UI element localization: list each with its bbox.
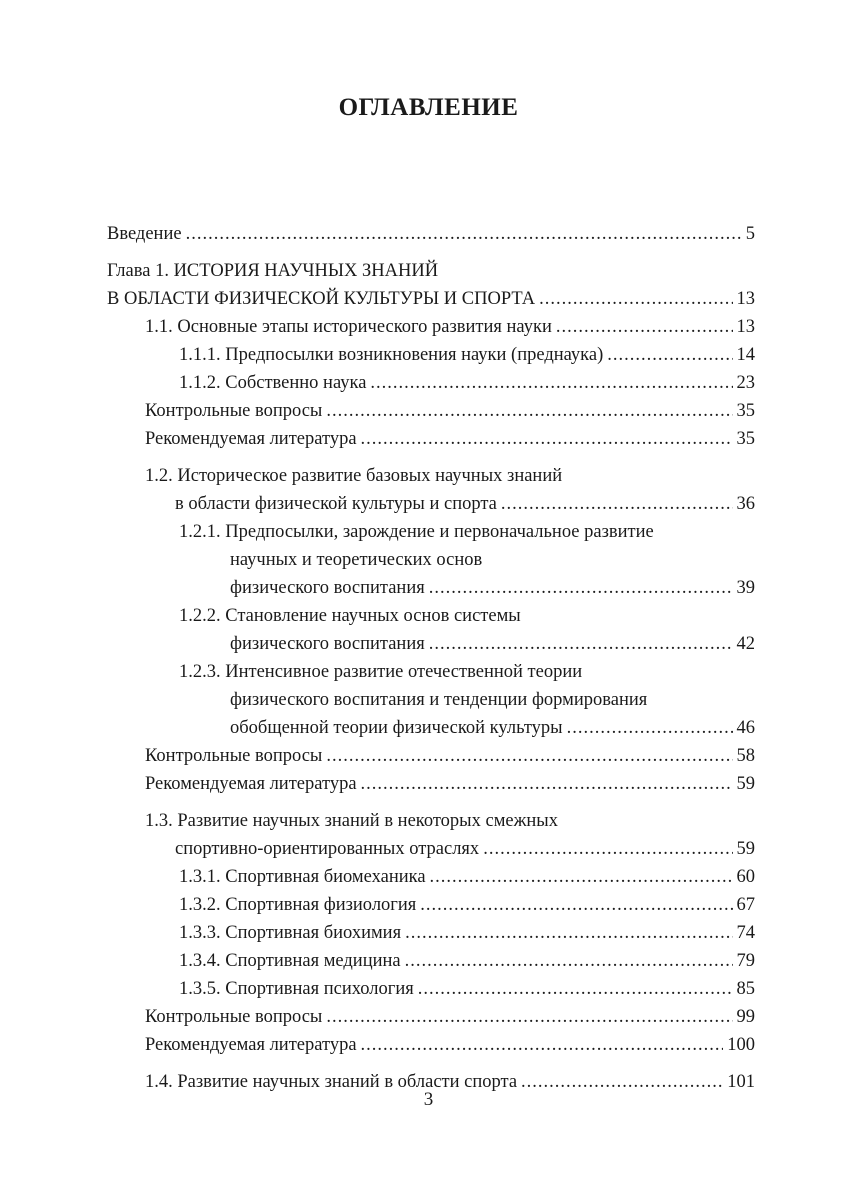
toc-page-number: 59	[736, 774, 755, 794]
dot-leader	[326, 397, 732, 425]
toc-entry	[107, 341, 755, 369]
toc-entry	[107, 891, 755, 919]
dot-leader	[370, 369, 732, 397]
toc-entry	[107, 490, 755, 518]
toc-page-number: 46	[736, 718, 755, 738]
toc-page-number: 60	[736, 867, 755, 887]
toc-entry-text: 1.3.5. Спортивная психология	[179, 979, 414, 999]
toc-page-number: 85	[736, 979, 755, 999]
toc-entry	[107, 369, 755, 397]
toc-page-number: 59	[736, 839, 755, 859]
toc-entry-text: В ОБЛАСТИ ФИЗИЧЕСКОЙ КУЛЬТУРЫ И СПОРТА	[107, 289, 536, 309]
toc-entry	[107, 947, 755, 975]
toc-entry-text: 1.1.2. Собственно наука	[179, 373, 367, 393]
dot-leader	[326, 742, 732, 770]
toc-entry	[107, 462, 755, 490]
toc-page-number: 35	[736, 401, 755, 421]
toc-entry	[107, 770, 755, 798]
toc-page-number: 67	[736, 895, 755, 915]
toc-entry-text: физического воспитания и тенденции формирования	[230, 690, 648, 710]
dot-leader	[430, 863, 733, 891]
toc-entry	[107, 807, 755, 835]
dot-leader	[539, 285, 732, 313]
dot-leader	[361, 1031, 724, 1059]
toc-page-number: 74	[736, 923, 755, 943]
toc-entry	[107, 975, 755, 1003]
toc-entry	[107, 220, 755, 248]
toc-entry	[107, 686, 755, 714]
toc-entry-text: физического воспитания	[230, 578, 425, 598]
dot-leader	[361, 425, 733, 453]
dot-leader	[405, 919, 732, 947]
toc-entry	[107, 1031, 755, 1059]
toc-page-number: 39	[736, 578, 755, 598]
toc-page-number: 79	[736, 951, 755, 971]
toc-entry	[107, 425, 755, 453]
toc-entry-text: 1.2. Историческое развитие базовых научных знаний	[145, 466, 563, 486]
toc-entry-text: Введение	[107, 224, 182, 244]
toc-entry-text: физического воспитания	[230, 634, 425, 654]
toc-entry	[107, 285, 755, 313]
toc-page-number: 14	[736, 345, 755, 365]
page-number: 3	[423, 1089, 434, 1110]
toc-entry-text: 1.2.2. Становление научных основ системы	[179, 606, 521, 626]
toc-entry	[107, 863, 755, 891]
table-of-contents	[107, 220, 755, 1096]
toc-entry	[107, 919, 755, 947]
toc-entry-text: в области физической культуры и спорта	[175, 494, 497, 514]
toc-entry-text: Рекомендуемая литература	[145, 1035, 357, 1055]
toc-page-number: 100	[727, 1035, 755, 1055]
toc-entry	[107, 602, 755, 630]
toc-entry	[107, 835, 755, 863]
toc-page-number: 42	[736, 634, 755, 654]
dot-leader	[326, 1003, 732, 1031]
toc-entry-text: Рекомендуемая литература	[145, 774, 357, 794]
dot-leader	[567, 714, 733, 742]
toc-entry	[107, 658, 755, 686]
toc-page-number: 13	[736, 317, 755, 337]
toc-entry-text: Глава 1. ИСТОРИЯ НАУЧНЫХ ЗНАНИЙ	[107, 261, 439, 281]
toc-entry	[107, 313, 755, 341]
toc-entry	[107, 546, 755, 574]
toc-page-number: 101	[727, 1072, 755, 1092]
toc-entry-text: 1.2.3. Интенсивное развитие отечественной теории	[179, 662, 583, 682]
toc-page-number: 58	[736, 746, 755, 766]
dot-leader	[429, 574, 733, 602]
toc-entry	[107, 257, 755, 285]
toc-entry-text: Контрольные вопросы	[145, 746, 323, 766]
toc-entry-text: Контрольные вопросы	[145, 401, 323, 421]
toc-entry-text: 1.3.4. Спортивная медицина	[179, 951, 401, 971]
dot-leader	[361, 770, 733, 798]
toc-entry-text: 1.3.3. Спортивная биохимия	[179, 923, 402, 943]
toc-entry	[107, 714, 755, 742]
toc-entry-text: Контрольные вопросы	[145, 1007, 323, 1027]
dot-leader	[556, 313, 733, 341]
dot-leader	[418, 975, 733, 1003]
toc-entry-text: 1.2.1. Предпосылки, зарождение и первоначальное развитие	[179, 522, 654, 542]
dot-leader	[420, 891, 732, 919]
toc-entry	[107, 518, 755, 546]
toc-entry-text: 1.4. Развитие научных знаний в области спорта	[145, 1072, 518, 1092]
dot-leader	[186, 220, 742, 248]
toc-entry	[107, 742, 755, 770]
toc-page-number: 35	[736, 429, 755, 449]
toc-entry-text: научных и теоретических основ	[230, 550, 483, 570]
dot-leader	[501, 490, 733, 518]
dot-leader	[607, 341, 732, 369]
toc-entry	[107, 1003, 755, 1031]
toc-entry-text: обобщенной теории физической культуры	[230, 718, 563, 738]
dot-leader	[429, 630, 733, 658]
toc-entry-text: 1.1. Основные этапы исторического развития науки	[145, 317, 552, 337]
toc-entry-text: Рекомендуемая литература	[145, 429, 357, 449]
toc-entry-text: 1.3. Развитие научных знаний в некоторых смежных	[145, 811, 558, 831]
toc-entry-text: 1.3.2. Спортивная физиология	[179, 895, 417, 915]
toc-page-number: 36	[736, 494, 755, 514]
toc-entry-text: 1.1.1. Предпосылки возникновения науки (преднаука)	[179, 345, 604, 365]
page-title: ОГЛАВЛЕНИЕ	[338, 94, 519, 121]
toc-entry-text: 1.3.1. Спортивная биомеханика	[179, 867, 426, 887]
toc-page-number: 99	[736, 1007, 755, 1027]
dot-leader	[483, 835, 732, 863]
toc-entry	[107, 630, 755, 658]
toc-page-number: 5	[745, 224, 755, 244]
dot-leader	[405, 947, 733, 975]
toc-entry-text: спортивно-ориентированных отраслях	[175, 839, 480, 859]
toc-entry	[107, 574, 755, 602]
toc-page-number: 13	[736, 289, 755, 309]
toc-page-number: 23	[736, 373, 755, 393]
toc-entry	[107, 397, 755, 425]
